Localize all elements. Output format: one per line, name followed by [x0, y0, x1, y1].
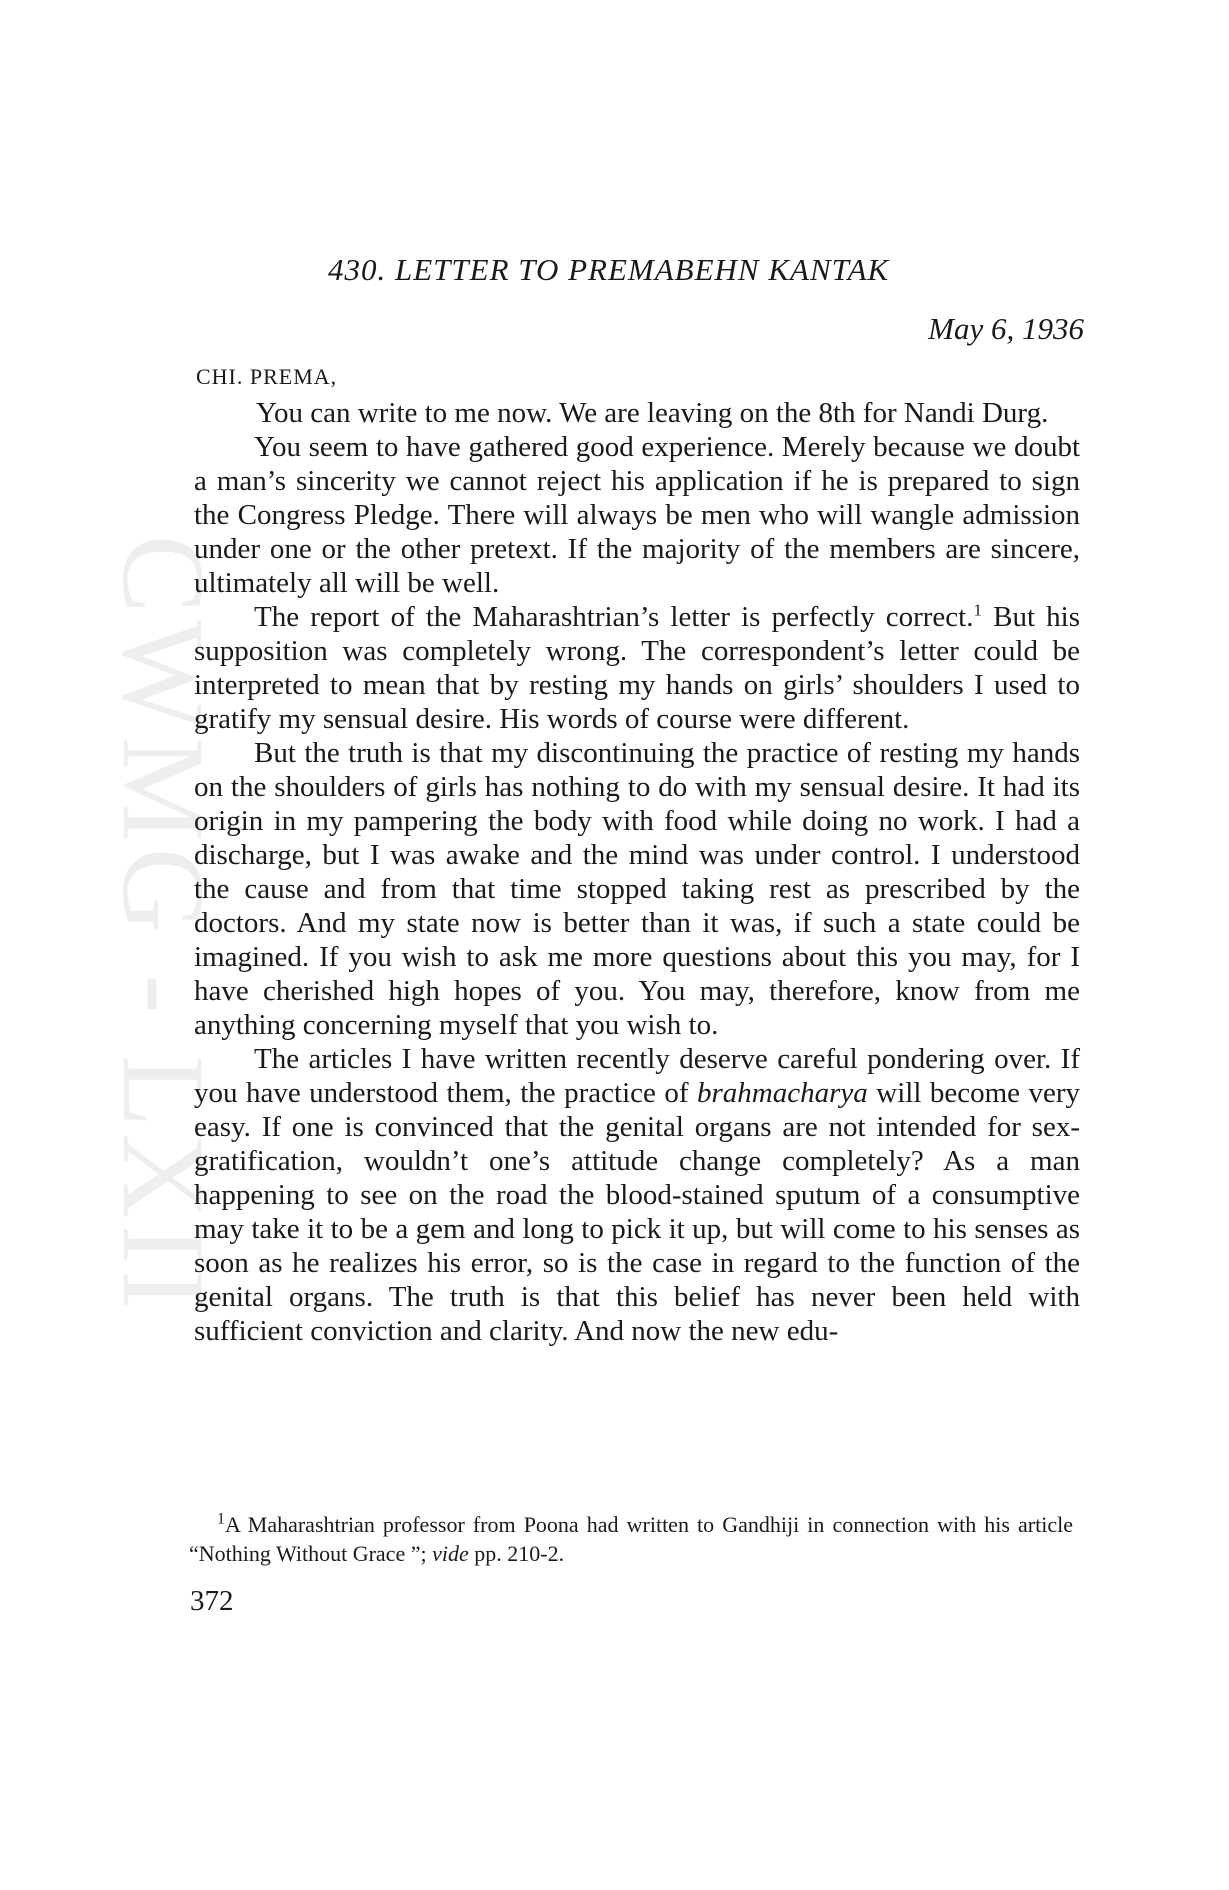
emphasis-term: brahmacharya [697, 1077, 868, 1109]
watermark [98, 420, 229, 1430]
letter-title: 430. LETTER TO PREMABEHN KANTAK [328, 252, 890, 287]
watermark-text: CWMG - LXII [98, 534, 229, 1316]
footnote-vide: vide [432, 1541, 469, 1566]
letter-body [194, 396, 1080, 1348]
paragraph [194, 600, 1080, 736]
footnote-pages: pp. 210-2. [474, 1541, 565, 1566]
paragraph: But the truth is that my discontinuing the practice of resting my hands on the shoulders of girls has nothing to do with my sensual desire. It had its origin in my pampering the body with food while doing no work. I had a discharge, but I was awake and the mind was under control. I understood the cause and from that time stopped taking rest as prescribed by the doctors. And my state now is better than it was, if such a state could be imagined. If you wish to ask me more questions about this you may, for I have cherished high hopes of you. You may, therefore, know from me anything concerning myself that you wish to. [194, 737, 1080, 1041]
paragraph-continuation: will become very easy. If one is convinced that the genital organs are not intended for sex-gratification, wouldn’t one’s attitude change completely? As a man happening to see on the road the blood-stained sputum of a consumptive may take it to be a gem and long to pick it up, but will come to his senses as soon as he realizes his error, so is the case in regard to the function of the genital organs. The truth is that this belief has never been held with sufficient conviction and clarity. And now the new edu- [194, 1077, 1081, 1347]
salutation: CHI. PREMA, [196, 364, 338, 389]
paragraph: You seem to have gathered good experience. Merely because we doubt a man’s sincerity we cannot reject his application if he is prepared to sign the Congress Pledge. There will always be men who will wangle admission under one or the other pretext. If the majority of the members are sincere, ultimately all will be well. [194, 431, 1080, 599]
page-number: 372 [190, 1585, 234, 1617]
paragraph [194, 1042, 1080, 1348]
footnote [189, 1510, 1073, 1568]
paragraph-continuation: But his supposition was completely wrong. The correspondent’s letter could be interpreted to mean that by resting my hands on girls’ shoulders I used to gratify my sensual desire. His words of course were different. [194, 601, 1080, 735]
letter-date: May 6, 1936 [928, 311, 1084, 346]
paragraph-text: The articles I have written recently deserve careful pondering over. If you have understood them, the practice of [194, 1043, 1080, 1109]
footnote-text: A Maharashtrian professor from Poona had written to Gandhiji in connection with his article “Nothing Without Grace ”; [189, 1512, 1073, 1566]
paragraph: You can write to me now. We are leaving on the 8th for Nandi Durg. [256, 397, 1049, 429]
paragraph-text: The report of the Maharashtrian’s letter is perfectly correct. [254, 601, 974, 633]
footnote-marker: 1 [217, 1510, 225, 1528]
footnote-reference: 1 [973, 600, 982, 620]
